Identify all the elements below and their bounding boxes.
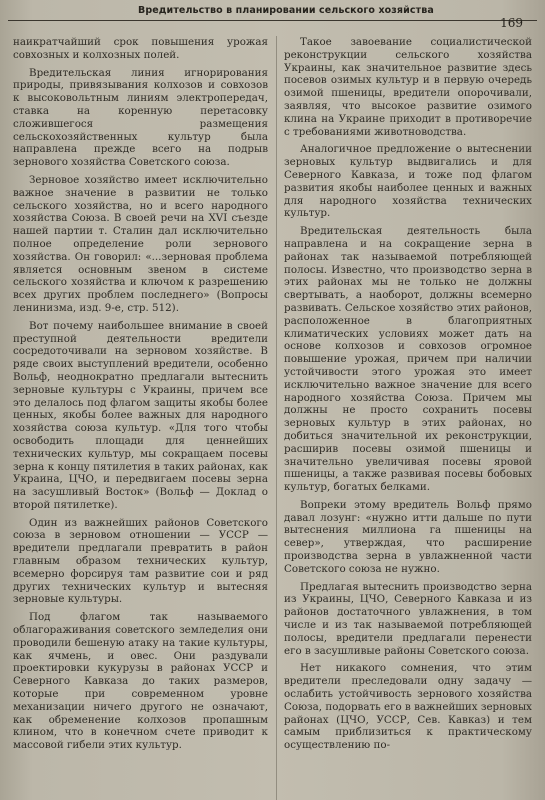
- paragraph: Вредительская линия игнорирования природы, привязывания колхозов и совхозов к высоковольтным линиям электропередач, ставка на коренную перетасовку сложившегося размещения сельскохозяйственных культур была направлена прежде всего на подрыв зернового хозяйства Советского союза.: [13, 66, 268, 169]
- page-number: 169: [500, 16, 523, 30]
- paragraph: Такое завоевание социалистической реконструкции сельского хозяйства Украины, как значительное развитие здесь посевов озимых культур и в первую очередь озимой пшеницы, вредители опорочивали, заявляя, что высокое развитие озимого клина на Украине приходит в противоречие с требованиями животноводства.: [284, 36, 532, 138]
- left-column: [13, 36, 268, 800]
- paragraph: Вопреки этому вредитель Вольф прямо давал лозунг: «нужно итти дальше по пути вытеснения миллиона га пшеницы на север», утверждая, что расширение производства зерна в увлажненной части Советского союза не нужно.: [284, 498, 532, 575]
- paragraph: Аналогичное предложение о вытеснении зерновых культур выдвигались и для Северного Кавказа, и тоже под флагом развития якобы наиболее ценных и важных для народного хозяйства технических культур.: [284, 143, 532, 220]
- paragraph: Зерновое хозяйство имеет исключительно важное значение в развитии не только сельского хозяйства, но и всего народного хозяйства Союза. В своей речи на XVI съезде нашей партии т. Сталин дал исключительно полное определение роли зернового хозяйства. Он говорил: «...зерновая проблема является основным звеном в системе сельского хозяйства и ключом к разрешению всех других проблем последнего» (Вопросы ленинизма, изд. 9-е, стр. 512).: [13, 173, 268, 314]
- paragraph: Нет никакого сомнения, что этим вредители преследовали одну задачу — ослабить устойчивость зернового хозяйства Союза, подорвать его в важнейших зерновых районах (ЦЧО, УССР, Сев. Кавказ) и тем самым приблизиться к практическому осуществлению по-: [284, 662, 532, 752]
- paragraph: Под флагом так называемого облагораживания советского земледелия они проводили бешеную атаку на такие культуры, как ячмень, и овес. Они раздували проектировки кукурузы в районах УССР и Северного Кавказа до таких размеров, которые при современном уровне механизации ничего другого не означают, как обременение колхозов пропашным клином, что в конечном счете приводит к массовой гибели этих культур.: [13, 611, 268, 752]
- right-column: [284, 36, 532, 800]
- paragraph: Предлагая вытеснить производство зерна из Украины, ЦЧО, Северного Кавказа и из районов достаточного увлажнения, в том числе и из так называемой потребляющей полосы, вредители предлагали перенести его в засушливые районы Советского союза.: [284, 580, 532, 657]
- paragraph: Вот почему наибольшее внимание в своей преступной деятельности вредители сосредоточивали на зерновом хозяйстве. В ряде своих выступлений вредители, особенно Вольф, неоднократно предлагали вытеснить зерновые культуры с Украины, причем все это делалось под флагом защиты якобы более ценных, якобы более важных для народного хозяйства союза культур. «Для того чтобы освободить площади для ценнейших технических культур, мы сокращаем посевы зерна к концу пятилетия в таких районах, как Украина, ЦЧО, и передвигаем посевы зерна на засушливый Восток» (Вольф — Доклад о второй пятилетке).: [13, 319, 268, 511]
- page-header: [8, 4, 537, 30]
- paragraph: Один из важнейших районов Советского союза в зерновом отношении — УССР — вредители предлагали превратить в район главным образом технических культур, всемерно форсируя там развитие сои и ряд других технических культур и вытесняя зерновые культуры.: [13, 516, 268, 606]
- column-divider: [276, 36, 277, 800]
- running-title: Вредительство в планировании сельского хозяйства: [138, 5, 434, 16]
- paragraph: Вредительская деятельность была направлена и на сокращение зерна в районах так называемой потребляющей полосы. Известно, что производство зерна в этих районах мы не только не должны свертывать, а наоборот, должны всемерно развивать. Сельское хозяйство этих районов, расположенное в благоприятных климатических условиях может дать на основе колхозов и совхозов огромное повышение урожая, причем при наличии устойчивости этого урожая это имеет исключительно важное значение для всего народного хозяйства Союза. Причем мы должны не просто сохранить посевы зерновых культур в этих районах, но добиться значительной их реконструкции, расширив посевы озимой пшеницы и значительно увеличивая посевы яровой пшеницы, а также развивая посевы бобовых культур, богатых белками.: [284, 225, 532, 494]
- paragraph: наикратчайший срок повышения урожая совхозных и колхозных полей.: [13, 36, 268, 61]
